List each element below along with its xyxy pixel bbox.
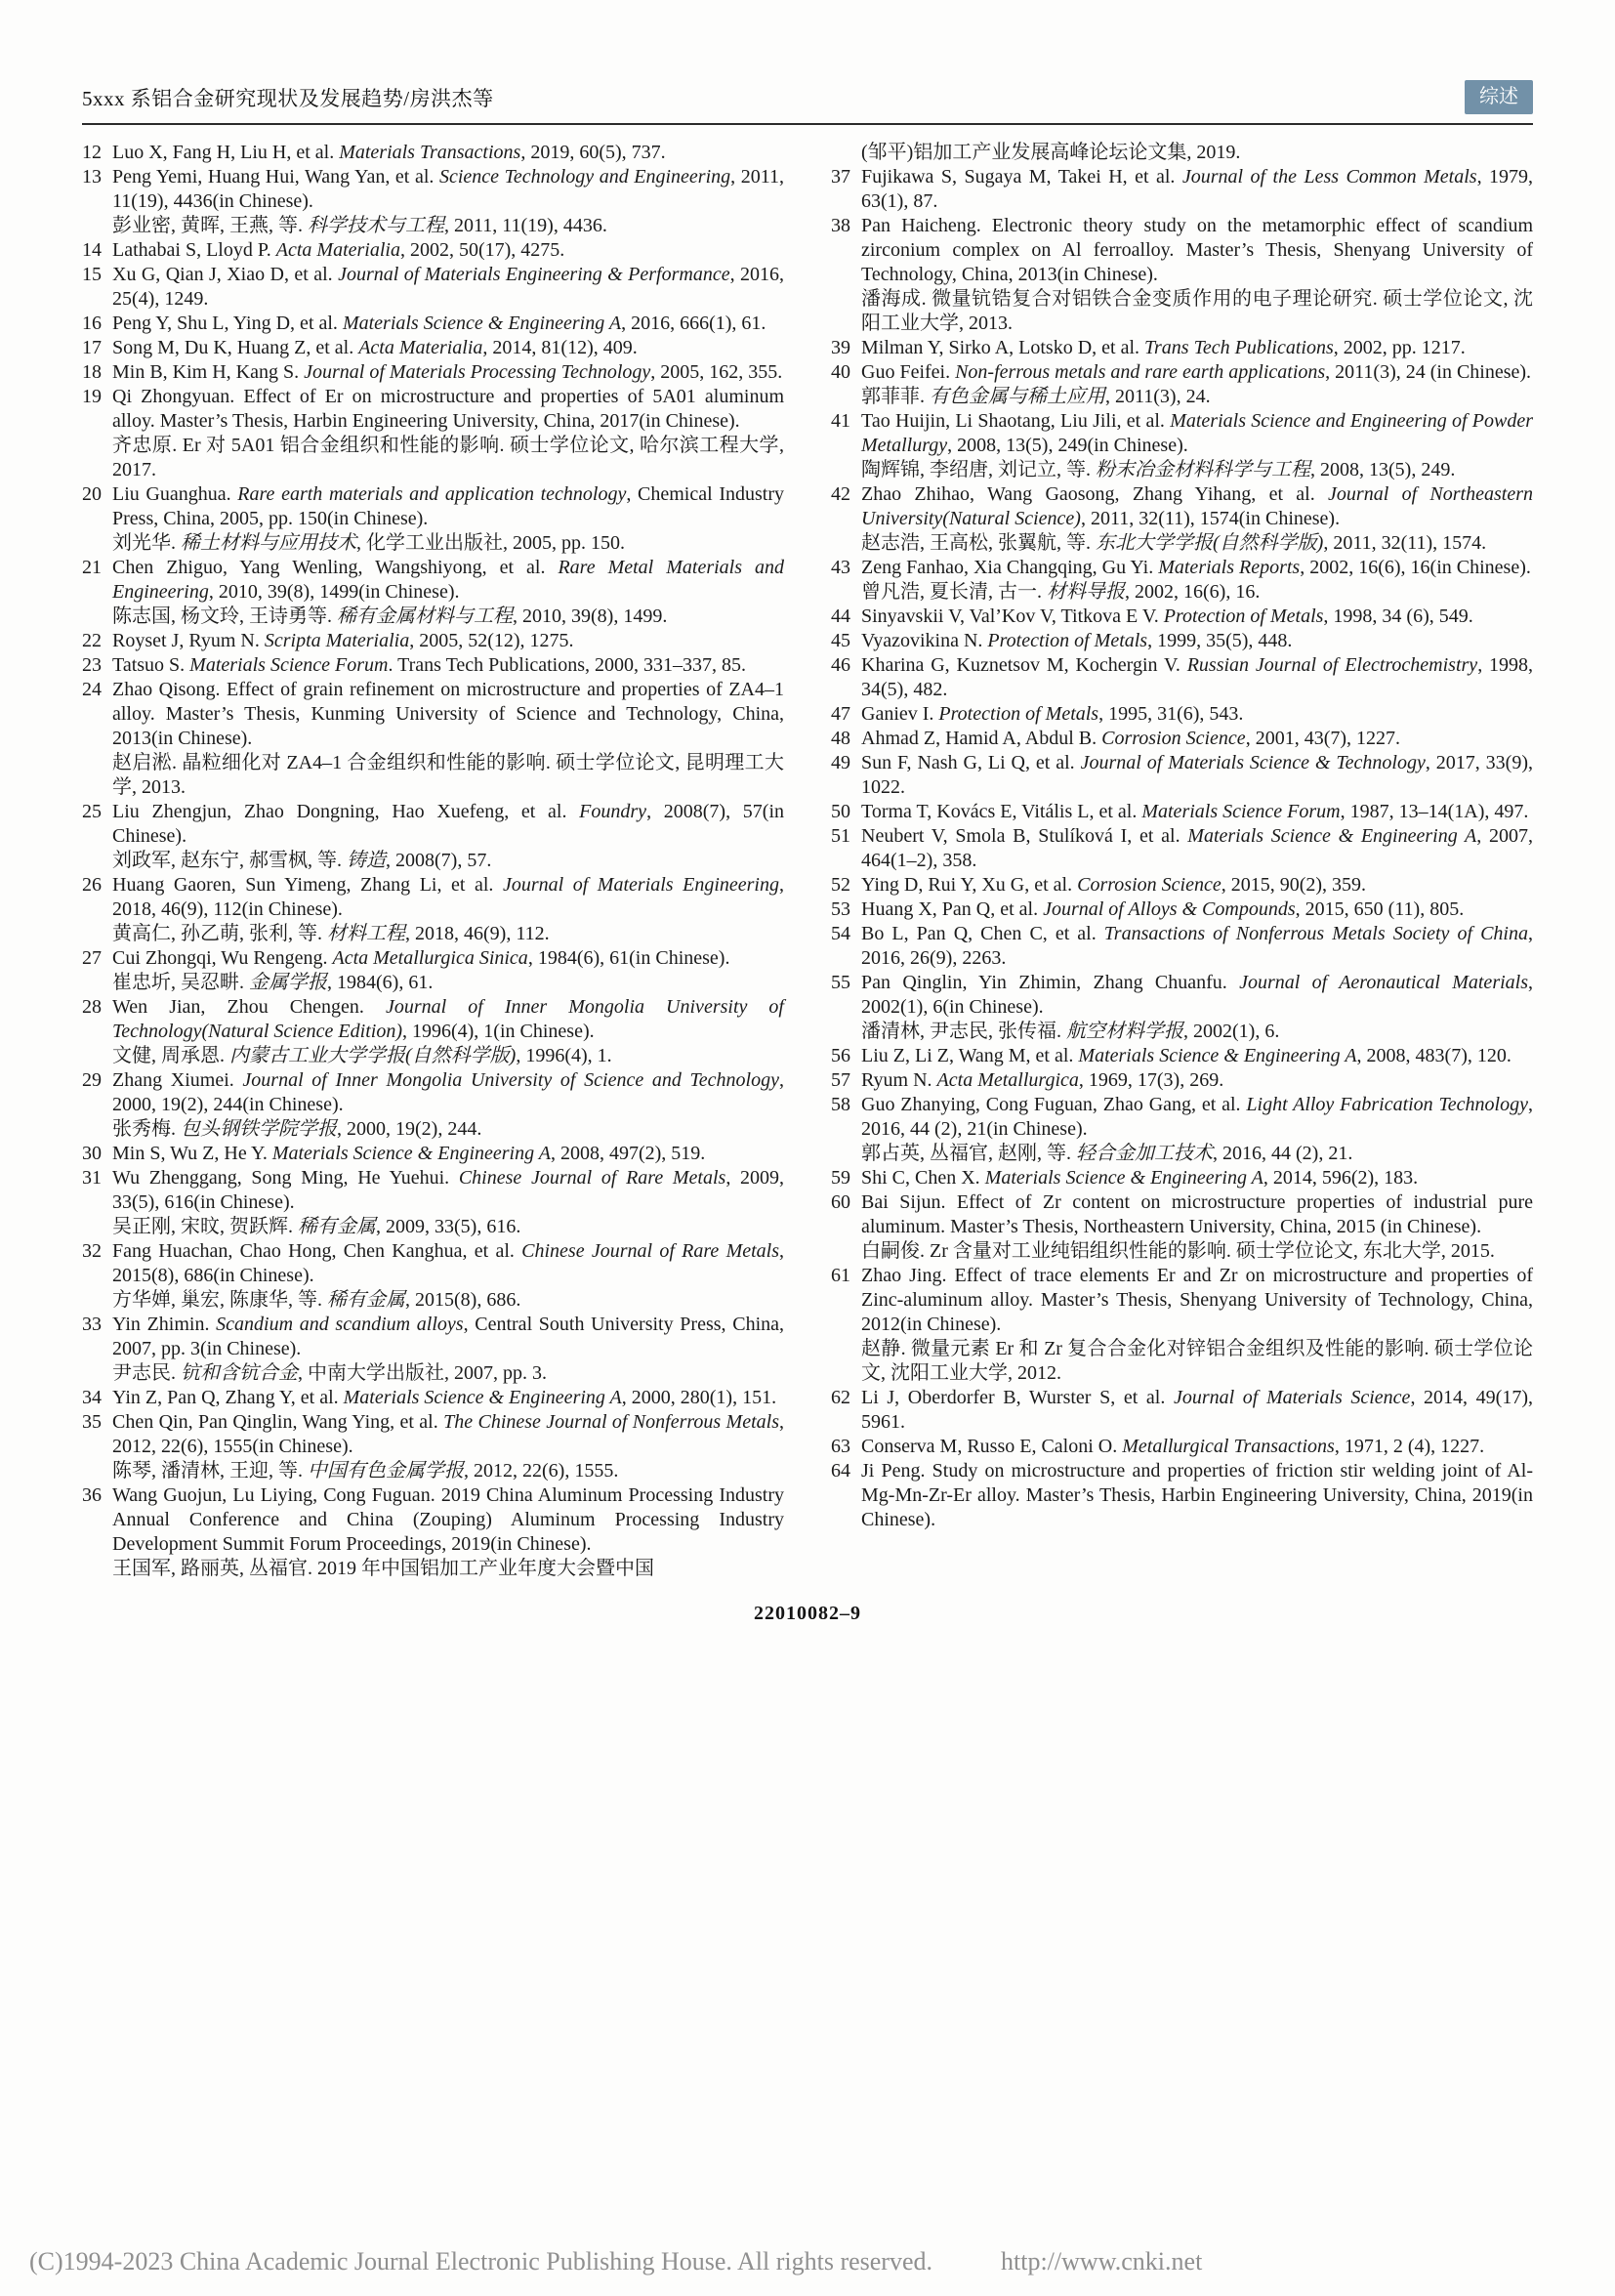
reference-number: 45 bbox=[831, 630, 850, 651]
reference-body bbox=[112, 1166, 784, 1239]
reference-chinese-text: 赵志浩, 王高松, 张翼航, 等. 东北大学学报(自然科学版), 2011, 32(11), 1574. bbox=[861, 532, 1487, 554]
reference-body bbox=[861, 653, 1533, 702]
copyright-text: (C)1994-2023 China Academic Journal Electronic Publishing House. All rights reserved. bbox=[29, 2247, 932, 2275]
reference-chinese-text: 郭菲菲. 有色金属与稀土应用, 2011(3), 24. bbox=[861, 386, 1211, 407]
reference-item bbox=[831, 1166, 1533, 1190]
reference-body bbox=[861, 141, 1533, 165]
reference-chinese-text: 曾凡浩, 夏长清, 古一. 材料导报, 2002, 16(6), 16. bbox=[861, 581, 1261, 603]
reference-number: 59 bbox=[831, 1167, 850, 1189]
reference-text: Yin Zhimin. Scandium and scandium alloys, Central South University Press, China, 2007, pp. 3(in Chinese). bbox=[112, 1314, 784, 1359]
reference-item bbox=[82, 946, 784, 995]
reference-body bbox=[112, 995, 784, 1068]
reference-item bbox=[831, 629, 1533, 653]
reference-number: 22 bbox=[82, 630, 102, 651]
reference-number: 55 bbox=[831, 972, 850, 993]
reference-text: Pan Qinglin, Yin Zhimin, Zhang Chuanfu. Journal of Aeronautical Materials, 2002(1), 6(in Chinese). bbox=[861, 972, 1533, 1018]
reference-chinese-text: 郭占英, 丛福官, 赵刚, 等. 轻合金加工技术, 2016, 44 (2), 21. bbox=[861, 1143, 1353, 1164]
reference-number: 21 bbox=[82, 557, 102, 578]
reference-number: 30 bbox=[82, 1143, 102, 1164]
reference-item bbox=[82, 336, 784, 360]
reference-text: Zhao Zhihao, Wang Gaosong, Zhang Yihang, et al. Journal of Northeastern University(Natural Science), 2011, 32(11), 1574(in Chinese). bbox=[861, 483, 1533, 529]
reference-number: 31 bbox=[82, 1167, 102, 1189]
reference-item bbox=[831, 1459, 1533, 1532]
reference-item bbox=[82, 1142, 784, 1166]
reference-number: 24 bbox=[82, 679, 102, 700]
reference-number: 56 bbox=[831, 1045, 850, 1066]
reference-item bbox=[82, 1239, 784, 1313]
reference-number: 18 bbox=[82, 361, 102, 383]
reference-item bbox=[831, 1264, 1533, 1386]
reference-text: Zhang Xiumei. Journal of Inner Mongolia University of Science and Technology, 2000, 19(2), 244(in Chinese). bbox=[112, 1069, 784, 1115]
reference-body bbox=[112, 1313, 784, 1386]
reference-number: 27 bbox=[82, 947, 102, 969]
reference-text: Ying D, Rui Y, Xu G, et al. Corrosion Science, 2015, 90(2), 359. bbox=[861, 874, 1367, 896]
reference-item bbox=[831, 1068, 1533, 1093]
reference-text: Fujikawa S, Sugaya M, Takei H, et al. Journal of the Less Common Metals, 1979, 63(1), 87. bbox=[861, 166, 1534, 212]
page-header bbox=[82, 80, 1533, 125]
reference-text: Ganiev I. Protection of Metals, 1995, 31(6), 543. bbox=[861, 703, 1244, 725]
reference-body bbox=[112, 946, 784, 995]
reference-text: Chen Zhiguo, Yang Wenling, Wangshiyong, et al. Rare Metal Materials and Engineering, 2010, 39(8), 1499(in Chinese). bbox=[112, 557, 785, 603]
reference-number: 42 bbox=[831, 483, 850, 505]
reference-text: Song M, Du K, Huang Z, et al. Acta Materialia, 2014, 81(12), 409. bbox=[112, 337, 638, 358]
reference-body bbox=[861, 702, 1533, 727]
reference-number: 44 bbox=[831, 605, 850, 627]
reference-body bbox=[112, 141, 784, 165]
reference-text: Sinyavskii V, Val’Kov V, Titkova E V. Protection of Metals, 1998, 34 (6), 549. bbox=[861, 605, 1473, 627]
reference-number: 63 bbox=[831, 1436, 850, 1457]
reference-number: 52 bbox=[831, 874, 850, 896]
reference-body bbox=[861, 1435, 1533, 1459]
references-column-left bbox=[82, 141, 784, 1581]
reference-body bbox=[861, 1190, 1533, 1264]
reference-body bbox=[861, 1068, 1533, 1093]
reference-number: 14 bbox=[82, 239, 102, 261]
reference-body bbox=[861, 1264, 1533, 1386]
reference-number: 53 bbox=[831, 898, 850, 920]
reference-body bbox=[112, 1239, 784, 1313]
reference-chinese-text: 齐忠原. Er 对 5A01 铝合金组织和性能的影响. 硕士学位论文, 哈尔滨工程大学, 2017. bbox=[112, 435, 784, 480]
reference-chinese-text: 陈志国, 杨文玲, 王诗勇等. 稀有金属材料与工程, 2010, 39(8), 1499. bbox=[112, 605, 668, 627]
reference-item bbox=[831, 1093, 1533, 1166]
reference-body bbox=[861, 165, 1533, 214]
reference-body bbox=[112, 678, 784, 800]
reference-text: Fang Huachan, Chao Hong, Chen Kanghua, et al. Chinese Journal of Rare Metals, 2015(8), 686(in Chinese). bbox=[112, 1240, 784, 1286]
reference-item bbox=[82, 312, 784, 336]
reference-text: Neubert V, Smola B, Stulíková I, et al. Materials Science & Engineering A, 2007, 464(1–2), 358. bbox=[861, 825, 1533, 871]
reference-item bbox=[82, 1313, 784, 1386]
reference-item bbox=[82, 482, 784, 556]
reference-item bbox=[831, 873, 1533, 898]
reference-body bbox=[112, 1386, 784, 1410]
reference-body bbox=[112, 629, 784, 653]
reference-number: 58 bbox=[831, 1094, 850, 1115]
reference-text: Conserva M, Russo E, Caloni O. Metallurgical Transactions, 1971, 2 (4), 1227. bbox=[861, 1436, 1485, 1457]
reference-chinese-text: 白嗣俊. Zr 含量对工业纯铝组织性能的影响. 硕士学位论文, 东北大学, 2015. bbox=[861, 1240, 1495, 1262]
reference-body bbox=[861, 605, 1533, 629]
reference-item bbox=[831, 141, 1533, 165]
reference-number: 51 bbox=[831, 825, 850, 847]
reference-item bbox=[831, 1435, 1533, 1459]
reference-number: 15 bbox=[82, 264, 102, 285]
reference-body bbox=[112, 556, 784, 629]
reference-number: 33 bbox=[82, 1314, 102, 1335]
reference-number: 16 bbox=[82, 313, 102, 334]
reference-number: 64 bbox=[831, 1460, 850, 1482]
reference-number: 43 bbox=[831, 557, 850, 578]
reference-number: 32 bbox=[82, 1240, 102, 1262]
references-column-right bbox=[831, 141, 1533, 1581]
reference-body bbox=[861, 629, 1533, 653]
reference-body bbox=[861, 971, 1533, 1044]
reference-text: Wang Guojun, Lu Liying, Cong Fuguan. 2019 China Aluminum Processing Industry Annual Conference and China (Zouping) Aluminum Processing Industry Development Summit Forum Proceedings, 2019(in Chinese). bbox=[112, 1484, 784, 1555]
reference-item bbox=[82, 678, 784, 800]
reference-item bbox=[82, 1483, 784, 1581]
reference-body bbox=[112, 385, 784, 482]
reference-text: Wen Jian, Zhou Chengen. Journal of Inner Mongolia University of Technology(Natural Science Edition), 1996(4), 1(in Chinese). bbox=[112, 996, 784, 1042]
reference-chinese-text: 张秀梅. 包头钢铁学院学报, 2000, 19(2), 244. bbox=[112, 1118, 482, 1140]
reference-body bbox=[861, 922, 1533, 971]
reference-text: Liu Guanghua. Rare earth materials and application technology, Chemical Industry Press, China, 2005, pp. 150(in Chinese). bbox=[112, 483, 784, 529]
reference-item bbox=[82, 360, 784, 385]
reference-number: 36 bbox=[82, 1484, 102, 1506]
reference-chinese-text: 陈琴, 潘清林, 王迎, 等. 中国有色金属学报, 2012, 22(6), 1555. bbox=[112, 1460, 619, 1482]
reference-text: (邹平)铝加工产业发展高峰论坛论文集, 2019. bbox=[861, 142, 1241, 163]
reference-item bbox=[82, 238, 784, 263]
reference-chinese-text: 王国军, 路丽英, 丛福官. 2019 年中国铝加工产业年度大会暨中国 bbox=[112, 1558, 654, 1579]
reference-text: Liu Z, Li Z, Wang M, et al. Materials Science & Engineering A, 2008, 483(7), 120. bbox=[861, 1045, 1511, 1066]
reference-item bbox=[831, 482, 1533, 556]
reference-number: 29 bbox=[82, 1069, 102, 1091]
reference-body bbox=[861, 727, 1533, 751]
reference-body bbox=[861, 556, 1533, 605]
reference-text: Chen Qin, Pan Qinglin, Wang Ying, et al. The Chinese Journal of Nonferrous Metals, 2012, 22(6), 1555(in Chinese). bbox=[112, 1411, 784, 1457]
reference-text: Royset J, Ryum N. Scripta Materialia, 2005, 52(12), 1275. bbox=[112, 630, 574, 651]
reference-text: Tao Huijin, Li Shaotang, Liu Jili, et al. Materials Science and Engineering of Powder Metallurgy, 2008, 13(5), 249(in Chinese). bbox=[861, 410, 1533, 456]
reference-text: Liu Zhengjun, Zhao Dongning, Hao Xuefeng, et al. Foundry, 2008(7), 57(in Chinese). bbox=[112, 801, 784, 847]
reference-item bbox=[831, 556, 1533, 605]
reference-number: 37 bbox=[831, 166, 850, 188]
reference-item bbox=[82, 1166, 784, 1239]
reference-body bbox=[112, 1410, 784, 1483]
reference-body bbox=[112, 1142, 784, 1166]
reference-text: Huang X, Pan Q, et al. Journal of Alloys & Compounds, 2015, 650 (11), 805. bbox=[861, 898, 1465, 920]
reference-body bbox=[861, 1166, 1533, 1190]
reference-number: 39 bbox=[831, 337, 850, 358]
reference-item bbox=[831, 1386, 1533, 1435]
reference-body bbox=[112, 360, 784, 385]
reference-body bbox=[112, 238, 784, 263]
reference-number: 60 bbox=[831, 1191, 850, 1213]
reference-item bbox=[82, 263, 784, 312]
reference-body bbox=[861, 824, 1533, 873]
reference-body bbox=[861, 1386, 1533, 1435]
reference-number: 48 bbox=[831, 728, 850, 749]
copyright-footer bbox=[29, 2247, 1202, 2276]
reference-number: 28 bbox=[82, 996, 102, 1018]
reference-text: Ryum N. Acta Metallurgica, 1969, 17(3), 269. bbox=[861, 1069, 1224, 1091]
reference-number: 50 bbox=[831, 801, 850, 822]
reference-number: 54 bbox=[831, 923, 850, 944]
reference-chinese-text: 潘清林, 尹志民, 张传福. 航空材料学报, 2002(1), 6. bbox=[861, 1021, 1280, 1042]
reference-number: 17 bbox=[82, 337, 102, 358]
reference-body bbox=[861, 898, 1533, 922]
reference-text: Zeng Fanhao, Xia Changqing, Gu Yi. Materials Reports, 2002, 16(6), 16(in Chinese). bbox=[861, 557, 1531, 578]
reference-body bbox=[861, 1093, 1533, 1166]
reference-item bbox=[82, 556, 784, 629]
reference-body bbox=[861, 482, 1533, 556]
reference-chinese-text: 彭业密, 黄晖, 王燕, 等. 科学技术与工程, 2011, 11(19), 4436. bbox=[112, 215, 607, 236]
reference-text: Yin Z, Pan Q, Zhang Y, et al. Materials Science & Engineering A, 2000, 280(1), 151. bbox=[112, 1387, 777, 1408]
reference-text: Ji Peng. Study on microstructure and properties of friction stir welding joint of Al-Mg-Mn-Zr-Er alloy. Master’s Thesis, Harbin Engineering University, China, 2019(in Chinese). bbox=[861, 1460, 1533, 1530]
reference-item bbox=[831, 605, 1533, 629]
reference-body bbox=[861, 1459, 1533, 1532]
reference-body bbox=[861, 409, 1533, 482]
reference-text: Kharina G, Kuznetsov M, Kochergin V. Russian Journal of Electrochemistry, 1998, 34(5), 482. bbox=[861, 654, 1534, 700]
reference-text: Milman Y, Sirko A, Lotsko D, et al. Trans Tech Publications, 2002, pp. 1217. bbox=[861, 337, 1466, 358]
reference-item bbox=[831, 409, 1533, 482]
reference-text: Peng Y, Shu L, Ying D, et al. Materials Science & Engineering A, 2016, 666(1), 61. bbox=[112, 313, 766, 334]
reference-chinese-text: 尹志民. 钪和含钪合金, 中南大学出版社, 2007, pp. 3. bbox=[112, 1362, 547, 1384]
reference-body bbox=[112, 482, 784, 556]
reference-text: Ahmad Z, Hamid A, Abdul B. Corrosion Science, 2001, 43(7), 1227. bbox=[861, 728, 1401, 749]
reference-item bbox=[831, 922, 1533, 971]
reference-chinese-text: 陶辉锦, 李绍唐, 刘记立, 等. 粉末冶金材料科学与工程, 2008, 13(5), 249. bbox=[861, 459, 1456, 480]
reference-item bbox=[831, 653, 1533, 702]
reference-item bbox=[831, 898, 1533, 922]
reference-text: Luo X, Fang H, Liu H, et al. Materials Transactions, 2019, 60(5), 737. bbox=[112, 142, 666, 163]
article-type-badge: 综述 bbox=[1465, 80, 1533, 114]
reference-chinese-text: 赵启淞. 晶粒细化对 ZA4–1 合金组织和性能的影响. 硕士学位论文, 昆明理工大学, 2013. bbox=[112, 752, 784, 798]
reference-number: 13 bbox=[82, 166, 102, 188]
running-title: 5xxx 系铝合金研究现状及发展趋势/房洪杰等 bbox=[82, 86, 494, 110]
reference-item bbox=[831, 751, 1533, 800]
reference-text: Min B, Kim H, Kang S. Journal of Materials Processing Technology, 2005, 162, 355. bbox=[112, 361, 783, 383]
reference-number: 62 bbox=[831, 1387, 850, 1408]
reference-text: Lathabai S, Lloyd P. Acta Materialia, 2002, 50(17), 4275. bbox=[112, 239, 565, 261]
reference-text: Min S, Wu Z, He Y. Materials Science & Engineering A, 2008, 497(2), 519. bbox=[112, 1143, 706, 1164]
reference-item bbox=[82, 165, 784, 238]
reference-text: Cui Zhongqi, Wu Rengeng. Acta Metallurgica Sinica, 1984(6), 61(in Chinese). bbox=[112, 947, 730, 969]
reference-item bbox=[831, 702, 1533, 727]
reference-number: 23 bbox=[82, 654, 102, 676]
reference-body bbox=[112, 1483, 784, 1581]
reference-body bbox=[861, 800, 1533, 824]
reference-chinese-text: 方华婵, 巢宏, 陈康华, 等. 稀有金属, 2015(8), 686. bbox=[112, 1289, 521, 1311]
reference-number: 61 bbox=[831, 1265, 850, 1286]
reference-body bbox=[112, 800, 784, 873]
reference-body bbox=[112, 312, 784, 336]
reference-item bbox=[82, 141, 784, 165]
reference-item bbox=[831, 800, 1533, 824]
reference-chinese-text: 潘海成. 微量钪锆复合对铝铁合金变质作用的电子理论研究. 硕士学位论文, 沈阳工业大学, 2013. bbox=[861, 288, 1533, 334]
reference-number: 41 bbox=[831, 410, 850, 432]
reference-item bbox=[831, 214, 1533, 336]
reference-chinese-text: 赵静. 微量元素 Er 和 Zr 复合合金化对锌铝合金组织及性能的影响. 硕士学位论文, 沈阳工业大学, 2012. bbox=[861, 1338, 1533, 1384]
reference-number: 46 bbox=[831, 654, 850, 676]
reference-body bbox=[861, 360, 1533, 409]
reference-item bbox=[831, 1044, 1533, 1068]
reference-chinese-text: 崔忠圻, 吴忍畊. 金属学报, 1984(6), 61. bbox=[112, 972, 434, 993]
reference-number: 12 bbox=[82, 142, 102, 163]
reference-number: 38 bbox=[831, 215, 850, 236]
references-section bbox=[82, 141, 1533, 1581]
reference-body bbox=[112, 1068, 784, 1142]
reference-body bbox=[861, 336, 1533, 360]
reference-text: Zhao Jing. Effect of trace elements Er and Zr on microstructure and properties of Zinc-aluminum alloy. Master’s Thesis, Shenyang University of Technology, China, 2012(in Chinese). bbox=[861, 1265, 1533, 1335]
reference-text: Guo Feifei. Non-ferrous metals and rare earth applications, 2011(3), 24 (in Chinese). bbox=[861, 361, 1532, 383]
reference-body bbox=[861, 751, 1533, 800]
reference-number: 57 bbox=[831, 1069, 850, 1091]
reference-item bbox=[831, 971, 1533, 1044]
reference-item bbox=[831, 336, 1533, 360]
reference-number: 26 bbox=[82, 874, 102, 896]
reference-text: Tatsuo S. Materials Science Forum. Trans Tech Publications, 2000, 331–337, 85. bbox=[112, 654, 747, 676]
reference-item bbox=[82, 873, 784, 946]
reference-text: Vyazovikina N. Protection of Metals, 1999, 35(5), 448. bbox=[861, 630, 1293, 651]
reference-body bbox=[861, 873, 1533, 898]
reference-text: Bo L, Pan Q, Chen C, et al. Transactions of Nonferrous Metals Society of China, 2016, 26(9), 2263. bbox=[861, 923, 1533, 969]
reference-item bbox=[82, 385, 784, 482]
reference-body bbox=[861, 214, 1533, 336]
reference-chinese-text: 刘光华. 稀土材料与应用技术, 化学工业出版社, 2005, pp. 150. bbox=[112, 532, 625, 554]
reference-body bbox=[112, 165, 784, 238]
reference-text: Sun F, Nash G, Li Q, et al. Journal of Materials Science & Technology, 2017, 33(9), 1022. bbox=[861, 752, 1533, 798]
reference-number: 40 bbox=[831, 361, 850, 383]
reference-text: Wu Zhenggang, Song Ming, He Yuehui. Chinese Journal of Rare Metals, 2009, 33(5), 616(in Chinese). bbox=[112, 1167, 785, 1213]
reference-item bbox=[82, 995, 784, 1068]
reference-item bbox=[82, 1386, 784, 1410]
reference-number: 20 bbox=[82, 483, 102, 505]
reference-text: Xu G, Qian J, Xiao D, et al. Journal of Materials Engineering & Performance, 2016, 25(4), 1249. bbox=[112, 264, 784, 310]
reference-item bbox=[831, 165, 1533, 214]
reference-item bbox=[831, 360, 1533, 409]
reference-text: Torma T, Kovács E, Vitális L, et al. Materials Science Forum, 1987, 13–14(1A), 497. bbox=[861, 801, 1529, 822]
reference-item bbox=[82, 653, 784, 678]
reference-body bbox=[112, 336, 784, 360]
reference-body bbox=[112, 653, 784, 678]
reference-body bbox=[861, 1044, 1533, 1068]
reference-number: 35 bbox=[82, 1411, 102, 1433]
reference-item bbox=[82, 1068, 784, 1142]
reference-chinese-text: 吴正刚, 宋旼, 贺跃辉. 稀有金属, 2009, 33(5), 616. bbox=[112, 1216, 521, 1237]
reference-text: Pan Haicheng. Electronic theory study on the metamorphic effect of scandium zirconium complex on Al ferroalloy. Master’s Thesis, Shenyang University of Technology, China, 2013(in Chinese). bbox=[861, 215, 1533, 285]
reference-text: Guo Zhanying, Cong Fuguan, Zhao Gang, et al. Light Alloy Fabrication Technology, 2016, 44 (2), 21(in Chinese). bbox=[861, 1094, 1533, 1140]
reference-text: Li J, Oberdorfer B, Wurster S, et al. Journal of Materials Science, 2014, 49(17), 5961. bbox=[861, 1387, 1533, 1433]
reference-number: 34 bbox=[82, 1387, 102, 1408]
reference-chinese-text: 文健, 周承恩. 内蒙古工业大学学报(自然科学版), 1996(4), 1. bbox=[112, 1045, 612, 1066]
reference-text: Bai Sijun. Effect of Zr content on microstructure properties of industrial pure aluminum. Master’s Thesis, Northeastern University, China, 2015 (in Chinese). bbox=[861, 1191, 1533, 1237]
reference-item bbox=[831, 727, 1533, 751]
reference-chinese-text: 刘政军, 赵东宁, 郝雪枫, 等. 铸造, 2008(7), 57. bbox=[112, 850, 492, 871]
reference-item bbox=[82, 800, 784, 873]
cnki-url: http://www.cnki.net bbox=[1001, 2247, 1203, 2275]
reference-text: Qi Zhongyuan. Effect of Er on microstructure and properties of 5A01 aluminum alloy. Master’s Thesis, Harbin Engineering University, China, 2017(in Chinese). bbox=[112, 386, 784, 432]
reference-text: Zhao Qisong. Effect of grain refinement on microstructure and properties of ZA4–1 alloy. Master’s Thesis, Kunming University of Science and Technology, China, 2013(in Chinese). bbox=[112, 679, 784, 749]
reference-item bbox=[82, 629, 784, 653]
reference-number: 47 bbox=[831, 703, 850, 725]
reference-number: 25 bbox=[82, 801, 102, 822]
reference-text: Peng Yemi, Huang Hui, Wang Yan, et al. Science Technology and Engineering, 2011, 11(19), 4436(in Chinese). bbox=[112, 166, 785, 212]
reference-item bbox=[82, 1410, 784, 1483]
reference-chinese-text: 黄高仁, 孙乙萌, 张利, 等. 材料工程, 2018, 46(9), 112. bbox=[112, 923, 550, 944]
reference-text: Huang Gaoren, Sun Yimeng, Zhang Li, et al. Journal of Materials Engineering, 2018, 46(9), 112(in Chinese). bbox=[112, 874, 784, 920]
page-number: 22010082–9 bbox=[754, 1603, 861, 1624]
reference-text: Shi C, Chen X. Materials Science & Engineering A, 2014, 596(2), 183. bbox=[861, 1167, 1419, 1189]
reference-item bbox=[831, 1190, 1533, 1264]
reference-body bbox=[112, 873, 784, 946]
reference-number: 19 bbox=[82, 386, 102, 407]
reference-number: 49 bbox=[831, 752, 850, 773]
reference-item bbox=[831, 824, 1533, 873]
reference-body bbox=[112, 263, 784, 312]
